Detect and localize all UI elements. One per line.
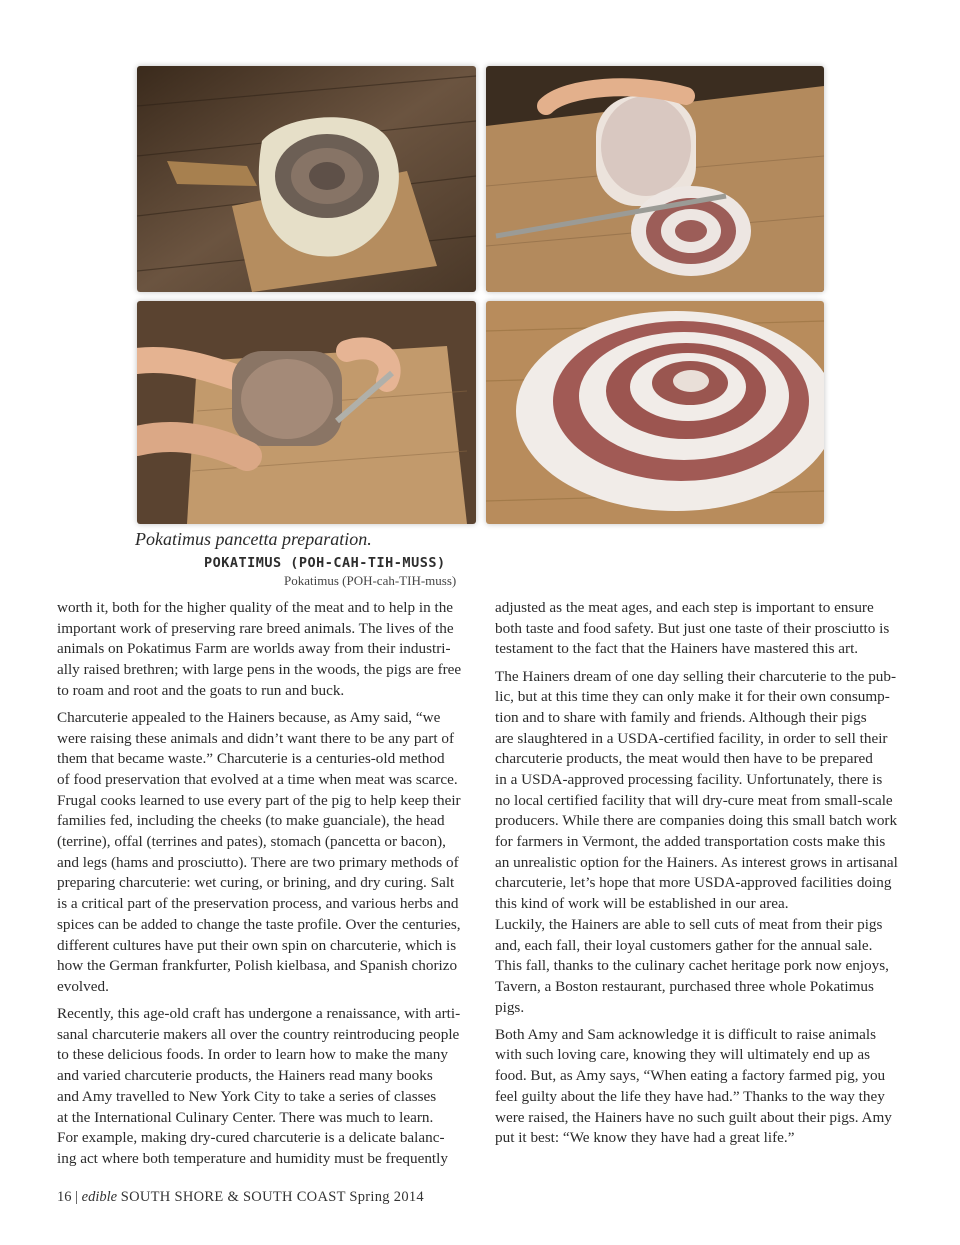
text-line: Frugal cooks learned to use every part of the pig to help keep their [57, 791, 461, 809]
text-line: how the German frankfurter, Polish kielbasa, and Spanish chorizo [57, 957, 458, 975]
text-line: this kind of work will be established in our area. [495, 895, 789, 913]
page-number: 16 [57, 1189, 72, 1205]
text-line: in a USDA-approved processing facility. Unfortunately, there is [495, 771, 883, 788]
text-line: The Hainers dream of one day selling their charcuterie to the pub- [495, 667, 897, 685]
text-line: food. But, as Amy says, “When eating a factory farmed pig, you [495, 1067, 886, 1085]
text-line: tion and to share with family and friends. Although their pigs [495, 708, 867, 726]
photo-pancetta-spiral [486, 301, 824, 524]
text-line: preparing charcuterie: wet curing, or brining, and dry curing. Salt [57, 874, 455, 892]
footer-separator: | [75, 1189, 79, 1205]
text-line: Tavern, a Boston restaurant, purchased three whole Pokatimus [495, 977, 874, 995]
paragraph [495, 667, 907, 1019]
text-line: charcuterie, let’s hope that more USDA-approved facilities doing [495, 874, 892, 892]
text-line: feel guilty about the life they have had.” Thanks to the way they [495, 1087, 885, 1105]
text-line: of food preservation that evolved at a time when meat was scarce. [57, 771, 458, 788]
text-line: were raising these animals and didn’t want there to be any part of [57, 729, 454, 747]
photo-cutting-pancetta [137, 301, 476, 524]
text-line: and, each fall, their loyal customers gather for the annual sale. [495, 936, 873, 954]
text-line: different cultures have put their own spin on charcuterie, which is [57, 936, 457, 954]
text-line: (terrine), offal (terrines and pates), stomach (pancetta or bacon), [57, 833, 446, 851]
text-line: lic, but at this time they can only make it for their own consump- [495, 688, 890, 706]
right-column [495, 598, 907, 1149]
text-line: families fed, including the cheeks (to make guanciale), the head [57, 812, 445, 830]
text-line: spices can be added to change the taste profile. Over the centuries, [57, 915, 461, 933]
brand-edible: edible [81, 1189, 118, 1205]
text-line: important work of preserving rare breed animals. The lives of the [57, 619, 454, 637]
text-line: Both Amy and Sam acknowledge it is difficult to raise animals [495, 1025, 877, 1043]
paragraph [57, 708, 469, 998]
text-line: sanal charcuterie makers all over the country reintroducing people [57, 1025, 460, 1043]
text-line: Recently, this age-old craft has undergone a renaissance, with arti- [57, 1005, 461, 1023]
text-line: no local certified facility that will dry-cure meat from small-scale [495, 791, 893, 809]
text-line: were raised, the Hainers have no such guilt about their pigs. Amy [495, 1108, 892, 1126]
text-line: and varied charcuterie products, the Hainers read many books [57, 1067, 433, 1085]
text-line: to roam and root and the goats to run and buck. [57, 681, 345, 699]
text-line: This fall, thanks to the culinary cachet heritage pork now enjoys, [495, 957, 889, 975]
text-line: evolved. [57, 977, 109, 995]
text-line: put it best: “We know they have had a great life.” [495, 1129, 795, 1147]
text-line: For example, making dry-cured charcuterie is a delicate balanc- [57, 1129, 445, 1147]
text-line: and Amy travelled to New York City to take a series of classes [57, 1087, 437, 1105]
publication-name: SOUTH SHORE & SOUTH COAST [120, 1189, 346, 1205]
text-line: animals on Pokatimus Farm are worlds away from their industri- [57, 640, 451, 658]
text-line: charcuterie products, the meat would then have to be prepared [495, 750, 873, 768]
text-line: Charcuterie appealed to the Hainers because, as Amy said, “we [57, 708, 441, 726]
photo-slicing-pancetta-roll [486, 66, 824, 292]
text-line: at the International Culinary Center. There was much to learn. [57, 1108, 434, 1126]
left-column [57, 598, 469, 1170]
text-line: to these delicious foods. In order to learn how to make the many [57, 1046, 448, 1064]
text-line: ally raised brethren; with large pens in the woods, the pigs are free [57, 661, 462, 679]
text-line: an unrealistic option for the Hainers. As interest grows in artisanal [495, 853, 898, 871]
photo-wrapped-pancetta [137, 66, 476, 292]
paragraph [57, 598, 469, 701]
text-line: Luckily, the Hainers are able to sell cuts of meat from their pigs [495, 915, 883, 933]
paragraph [57, 1004, 469, 1170]
text-line: and legs (hams and prosciutto). There are two primary methods of [57, 853, 459, 871]
paragraph [495, 1025, 907, 1149]
paragraph [495, 598, 907, 660]
text-line: is a critical part of the preservation process, and various herbs and [57, 895, 459, 913]
text-line: worth it, both for the higher quality of the meat and to help in the [57, 599, 454, 616]
text-line: pigs. [495, 998, 525, 1016]
page-footer [57, 1189, 424, 1206]
text-line: both taste and food safety. But just one taste of their prosciutto is [495, 619, 890, 637]
text-line: testament to the fact that the Hainers have mastered this art. [495, 640, 859, 658]
pronunciation-plain: Pokatimus (POH-cah-TIH-muss) [284, 573, 457, 588]
photo-caption: Pokatimus pancetta preparation. [135, 529, 372, 549]
text-line: adjusted as the meat ages, and each step is important to ensure [495, 599, 874, 616]
text-line: with such loving care, knowing they will ultimately end up as [495, 1046, 870, 1064]
text-line: producers. While there are companies doing this small batch work [495, 812, 898, 830]
text-line: for farmers in Vermont, the added transportation costs make this [495, 833, 886, 851]
text-line: ing act where both temperature and humidity must be frequently [57, 1149, 448, 1167]
pronunciation-stylized: POKATIMUS (POH-CAH-TIH-MUSS) [204, 555, 446, 571]
text-line: them that became waste.” Charcuterie is a centuries-old method [57, 750, 445, 768]
issue-date: Spring 2014 [349, 1189, 424, 1205]
text-line: are slaughtered in a USDA-certified facility, in order to sell their [495, 729, 888, 747]
